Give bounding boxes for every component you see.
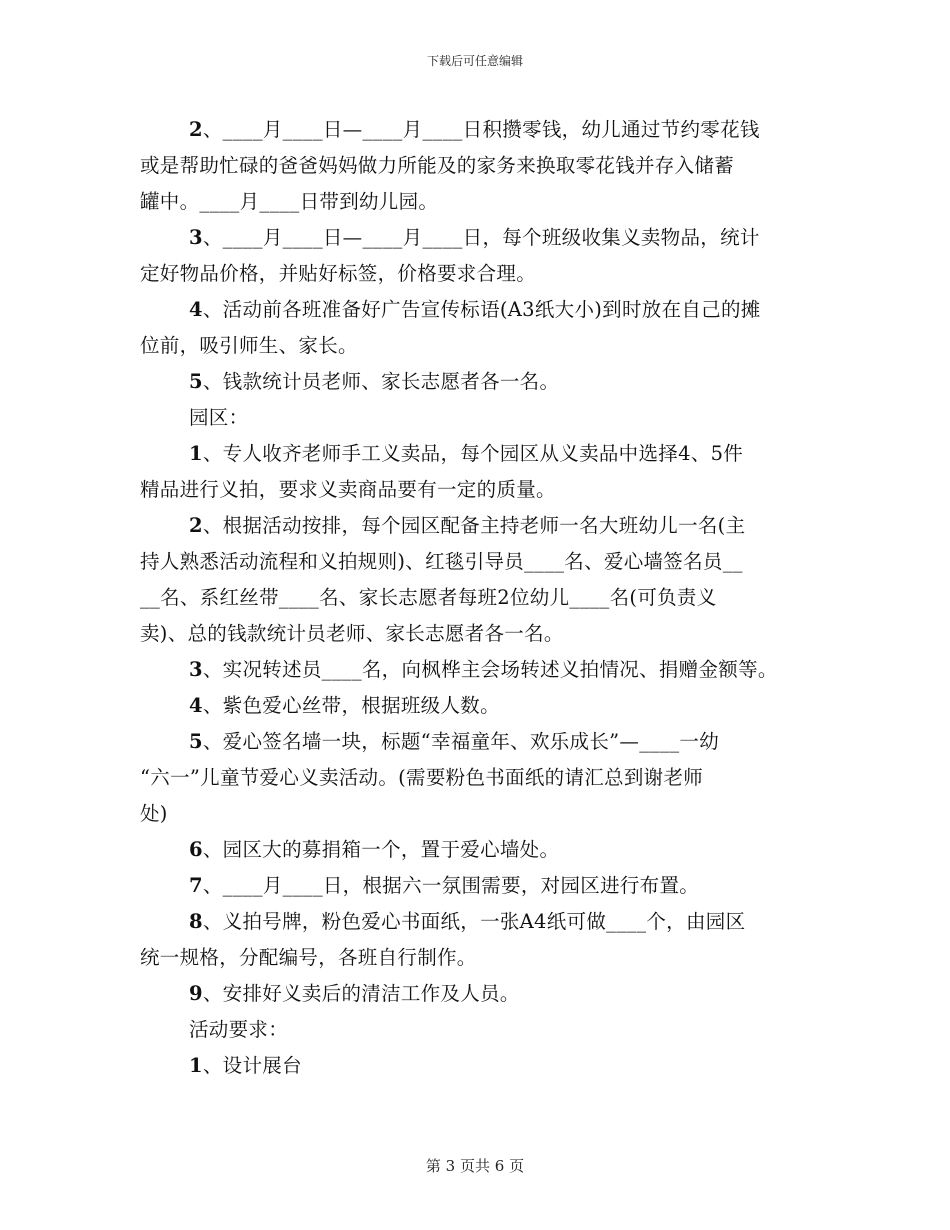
- text-line: [140, 652, 830, 688]
- text-line: [140, 220, 830, 256]
- item-number: 3: [189, 658, 203, 681]
- line-text: 、____月____日—____月____日积攒零钱，幼儿通过节约零花钱: [202, 118, 760, 141]
- line-text: 精品进行义拍，要求义卖商品要有一定的质量。: [140, 478, 556, 501]
- page-footer: 第 3 页共 6 页: [425, 1157, 525, 1175]
- line-text: 、实况转述员____名，向枫桦主会场转述义拍情况、捐赠金额等。: [202, 658, 778, 681]
- paragraph: [140, 292, 830, 364]
- paragraph: [140, 508, 830, 652]
- text-line: [140, 760, 830, 796]
- text-line: [140, 976, 830, 1012]
- line-text: “六一”儿童节爱心义卖活动。(需要粉色书面纸的请汇总到谢老师: [140, 766, 704, 789]
- line-text: 、专人收齐老师手工义卖品，每个园区从义卖品中选择4、5件: [202, 442, 744, 465]
- text-line: [140, 1048, 830, 1084]
- document-body: [140, 112, 830, 1084]
- text-line: [140, 868, 830, 904]
- paragraph: [140, 904, 830, 976]
- line-text: 罐中。____月____日带到幼儿园。: [140, 190, 439, 213]
- line-text: 、活动前各班准备好广告宣传标语(A3纸大小)到时放在自己的摊: [202, 298, 761, 321]
- text-line: [140, 400, 830, 436]
- paragraph: [140, 1012, 830, 1048]
- item-number: 2: [189, 514, 203, 537]
- line-text: 、钱款统计员老师、家长志愿者各一名。: [202, 370, 560, 393]
- line-text: 、园区大的募捐箱一个，置于爱心墙处。: [202, 838, 560, 861]
- paragraph: [140, 832, 830, 868]
- item-number: 9: [189, 982, 203, 1005]
- item-number: 3: [189, 226, 203, 249]
- line-text: 、义拍号牌，粉色爱心书面纸，一张A4纸可做____个，由园区: [202, 910, 746, 933]
- paragraph: [140, 1048, 830, 1084]
- item-number: 4: [189, 694, 203, 717]
- text-line: [140, 580, 830, 616]
- text-line: [140, 544, 830, 580]
- text-line: [140, 940, 830, 976]
- item-number: 5: [189, 730, 203, 753]
- paragraph: [140, 652, 830, 688]
- paragraph: [140, 976, 830, 1012]
- text-line: [140, 436, 830, 472]
- line-text: 位前，吸引师生、家长。: [140, 334, 358, 357]
- line-text: 或是帮助忙碌的爸爸妈妈做力所能及的家务来换取零花钱并存入储蓄: [140, 154, 735, 177]
- line-text: 持人熟悉活动流程和义拍规则)、红毯引导员____名、爱心墙签名员__: [140, 550, 743, 573]
- text-line: [140, 616, 830, 652]
- paragraph: [140, 868, 830, 904]
- line-text: 、紫色爱心丝带，根据班级人数。: [202, 694, 500, 717]
- item-number: 8: [189, 910, 203, 933]
- text-line: [140, 328, 830, 364]
- text-line: [140, 112, 830, 148]
- line-text: 处): [140, 802, 168, 825]
- item-number: 7: [189, 874, 203, 897]
- text-line: [140, 184, 830, 220]
- item-number: 2: [189, 118, 203, 141]
- text-line: [140, 364, 830, 400]
- page-header: 下载后可任意编辑: [426, 54, 523, 68]
- text-line: [140, 148, 830, 184]
- text-line: [140, 832, 830, 868]
- line-text: 活动要求：: [189, 1018, 289, 1041]
- paragraph: [140, 724, 830, 832]
- item-number: 1: [189, 1054, 203, 1077]
- text-line: [140, 724, 830, 760]
- line-text: 、设计展台: [202, 1054, 302, 1077]
- paragraph: [140, 112, 830, 220]
- item-number: 4: [189, 298, 203, 321]
- item-number: 5: [189, 370, 203, 393]
- text-line: [140, 472, 830, 508]
- line-text: 园区：: [189, 406, 249, 429]
- line-text: 、爱心签名墙一块，标题“幸福童年、欢乐成长”—____一幼: [202, 730, 720, 753]
- line-text: __名、系红丝带____名、家长志愿者每班2位幼儿____名(可负责义: [140, 586, 717, 609]
- paragraph: [140, 220, 830, 292]
- text-line: [140, 256, 830, 292]
- line-text: 定好物品价格，并贴好标签，价格要求合理。: [140, 262, 537, 285]
- paragraph: [140, 364, 830, 400]
- text-line: [140, 904, 830, 940]
- text-line: [140, 508, 830, 544]
- paragraph: [140, 400, 830, 436]
- item-number: 6: [189, 838, 203, 861]
- text-line: [140, 688, 830, 724]
- text-line: [140, 1012, 830, 1048]
- text-line: [140, 292, 830, 328]
- paragraph: [140, 688, 830, 724]
- item-number: 1: [189, 442, 203, 465]
- line-text: 、根据活动按排，每个园区配备主持老师一名大班幼儿一名(主: [202, 514, 746, 537]
- line-text: 统一规格，分配编号，各班自行制作。: [140, 946, 477, 969]
- line-text: 、____月____日，根据六一氛围需要，对园区进行布置。: [202, 874, 700, 897]
- line-text: 卖)、总的钱款统计员老师、家长志愿者各一名。: [140, 622, 564, 645]
- line-text: 、____月____日—____月____日，每个班级收集义卖物品，统计: [202, 226, 760, 249]
- paragraph: [140, 436, 830, 508]
- text-line: [140, 796, 830, 832]
- line-text: 、安排好义卖后的清洁工作及人员。: [202, 982, 520, 1005]
